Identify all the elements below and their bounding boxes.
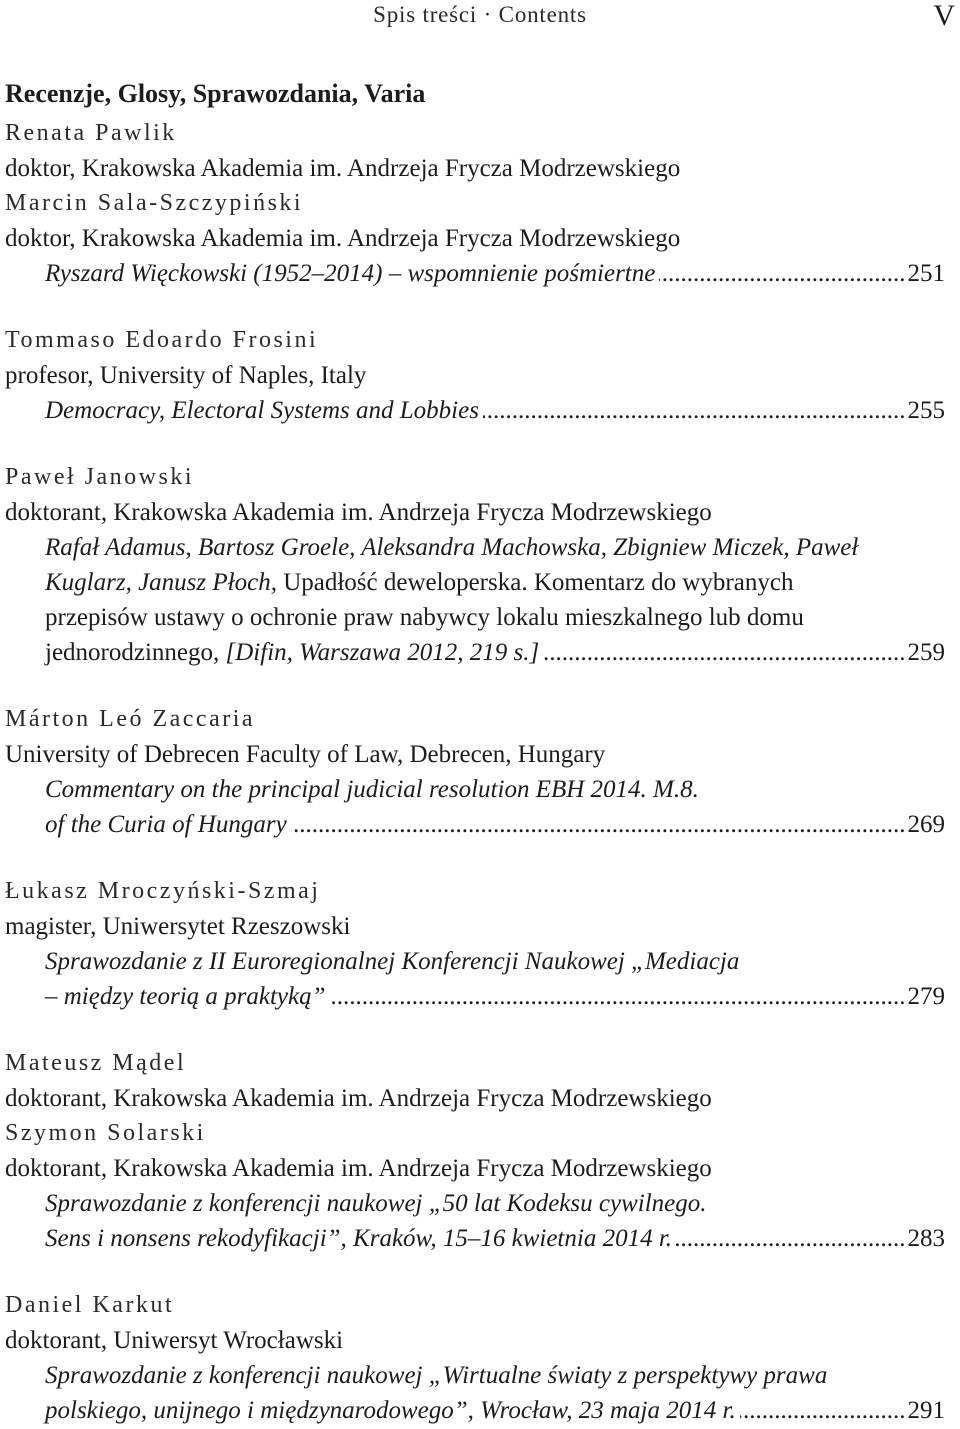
- article-title: Ryszard Więckowski (1952–2014) – wspomnienie pośmiertne: [45, 260, 656, 287]
- toc-entry: [0, 460, 960, 670]
- entry-title-text: [45, 1393, 736, 1428]
- entry-title-line: [0, 393, 960, 428]
- entry-page-number: 269: [907, 811, 945, 838]
- entry-title-line: [0, 256, 960, 291]
- reviewed-book-title: przepisów ustawy o ochronie praw nabywcy lokalu mieszkalnego lub domu: [45, 604, 804, 631]
- toc-entry: [0, 1046, 960, 1256]
- entry-title-line: [0, 530, 960, 565]
- entry-title-line: [0, 1186, 960, 1221]
- entry-title-line: [0, 772, 960, 807]
- author-affiliation: doktorant, Krakowska Akademia im. Andrzeja Frycza Modrzewskiego: [5, 1085, 712, 1112]
- entry-title-line: [0, 807, 960, 842]
- entry-page-number: 251: [907, 260, 945, 287]
- entry-title: [0, 944, 960, 1014]
- entry-title: [0, 1358, 960, 1428]
- entry-title-text: [45, 635, 539, 670]
- section-heading: Recenzje, Glosy, Sprawozdania, Varia: [5, 79, 426, 108]
- entry-title-line: [0, 1393, 960, 1428]
- toc-entry: [0, 702, 960, 842]
- author: [0, 186, 960, 256]
- author-name: Márton Leó Zaccaria: [5, 706, 256, 732]
- dot-leader: [740, 1393, 906, 1428]
- author: [0, 1046, 960, 1116]
- entry-title-text: [45, 256, 655, 291]
- dot-leader: [659, 256, 905, 291]
- entry-title-line: [0, 635, 960, 670]
- dot-leader: [291, 807, 906, 842]
- entry-page-number: 259: [907, 639, 945, 666]
- entry-title: [0, 256, 960, 291]
- author-name: Szymon Solarski: [5, 1120, 206, 1146]
- entry-title-text: [45, 393, 479, 428]
- entry-title-line: [0, 565, 960, 600]
- entry-title: [0, 530, 960, 670]
- article-title: polskiego, unijnego i międzynarodowego”, Wrocław, 23 maja 2014 r.: [45, 1397, 736, 1424]
- article-title: Democracy, Electoral Systems and Lobbies: [45, 397, 479, 424]
- entry-title: [0, 1186, 960, 1256]
- author: [0, 874, 960, 944]
- author-name: Renata Pawlik: [5, 120, 177, 146]
- author-affiliation: profesor, University of Naples, Italy: [5, 362, 367, 389]
- author-affiliation: doktor, Krakowska Akademia im. Andrzeja Frycza Modrzewskiego: [5, 225, 681, 252]
- author: [0, 460, 960, 530]
- author-affiliation: magister, Uniwersytet Rzeszowski: [5, 913, 351, 940]
- reviewed-book-authors: Kuglarz, Janusz Płoch,: [45, 569, 277, 596]
- running-title: Spis treści · Contents: [373, 2, 587, 27]
- entry-page-number: 255: [907, 397, 945, 424]
- dot-leader: [483, 393, 906, 428]
- article-title: of the Curia of Hungary: [45, 811, 287, 838]
- publication-details: [Difin, Warszawa 2012, 219 s.]: [219, 639, 540, 666]
- entry-title-line: [0, 600, 960, 635]
- entry-title-text: [45, 979, 326, 1014]
- entry-title-line: [0, 1221, 960, 1256]
- author: [0, 116, 960, 186]
- author-name: Daniel Karkut: [5, 1292, 175, 1318]
- entry-title-line: [0, 944, 960, 979]
- running-header: [0, 0, 960, 34]
- page-number: V: [933, 0, 955, 32]
- article-title: Sprawozdanie z II Euroregionalnej Konferencji Naukowej „Mediacja: [45, 948, 740, 975]
- author-affiliation: doktorant, Uniwersyt Wrocławski: [5, 1327, 344, 1354]
- toc-entry: [0, 116, 960, 291]
- toc-entry: [0, 323, 960, 428]
- table-of-contents: [0, 76, 960, 1428]
- author-name: Mateusz Mądel: [5, 1050, 187, 1076]
- article-title: Sprawozdanie z konferencji naukowej „50 lat Kodeksu cywilnego.: [45, 1190, 707, 1217]
- entry-page-number: 283: [907, 1225, 945, 1252]
- author-name: Marcin Sala-Szczypiński: [5, 190, 304, 216]
- article-title: Sens i nonsens rekodyfikacji”, Kraków, 15–16 kwietnia 2014 r.: [45, 1225, 673, 1252]
- dot-leader: [543, 635, 905, 670]
- entry-title-text: [45, 807, 287, 842]
- author-affiliation: doktor, Krakowska Akademia im. Andrzeja Frycza Modrzewskiego: [5, 155, 681, 182]
- author-affiliation: University of Debrecen Faculty of Law, Debrecen, Hungary: [5, 741, 606, 768]
- toc-entry: [0, 1288, 960, 1428]
- author-affiliation: doktorant, Krakowska Akademia im. Andrzeja Frycza Modrzewskiego: [5, 499, 712, 526]
- reviewed-book-title: jednorodzinnego,: [45, 639, 220, 666]
- reviewed-book-authors: Rafał Adamus, Bartosz Groele, Aleksandra Machowska, Zbigniew Miczek, Paweł: [45, 534, 859, 561]
- entry-page-number: 291: [907, 1397, 945, 1424]
- entry-page-number: 279: [907, 983, 945, 1010]
- author: [0, 1116, 960, 1186]
- entry-title-line: [0, 979, 960, 1014]
- article-title: – między teorią a praktyką”: [45, 983, 326, 1010]
- author-name: Paweł Janowski: [5, 464, 194, 490]
- article-title: Sprawozdanie z konferencji naukowej „Wirtualne światy z perspektywy prawa: [45, 1362, 828, 1389]
- dot-leader: [330, 979, 906, 1014]
- reviewed-book-title: Upadłość deweloperska. Komentarz do wybranych: [276, 569, 794, 596]
- entry-title: [0, 393, 960, 428]
- article-title: Commentary on the principal judicial resolution EBH 2014. M.8.: [45, 776, 699, 803]
- entry-title-line: [0, 1358, 960, 1393]
- author: [0, 323, 960, 393]
- author: [0, 1288, 960, 1358]
- toc-entry: [0, 874, 960, 1014]
- dot-leader: [676, 1221, 905, 1256]
- author: [0, 702, 960, 772]
- author-name: Tommaso Edoardo Frosini: [5, 327, 319, 353]
- author-name: Łukasz Mroczyński-Szmaj: [5, 878, 321, 904]
- entry-title-text: [45, 1221, 672, 1256]
- entry-title: [0, 772, 960, 842]
- author-affiliation: doktorant, Krakowska Akademia im. Andrzeja Frycza Modrzewskiego: [5, 1155, 712, 1182]
